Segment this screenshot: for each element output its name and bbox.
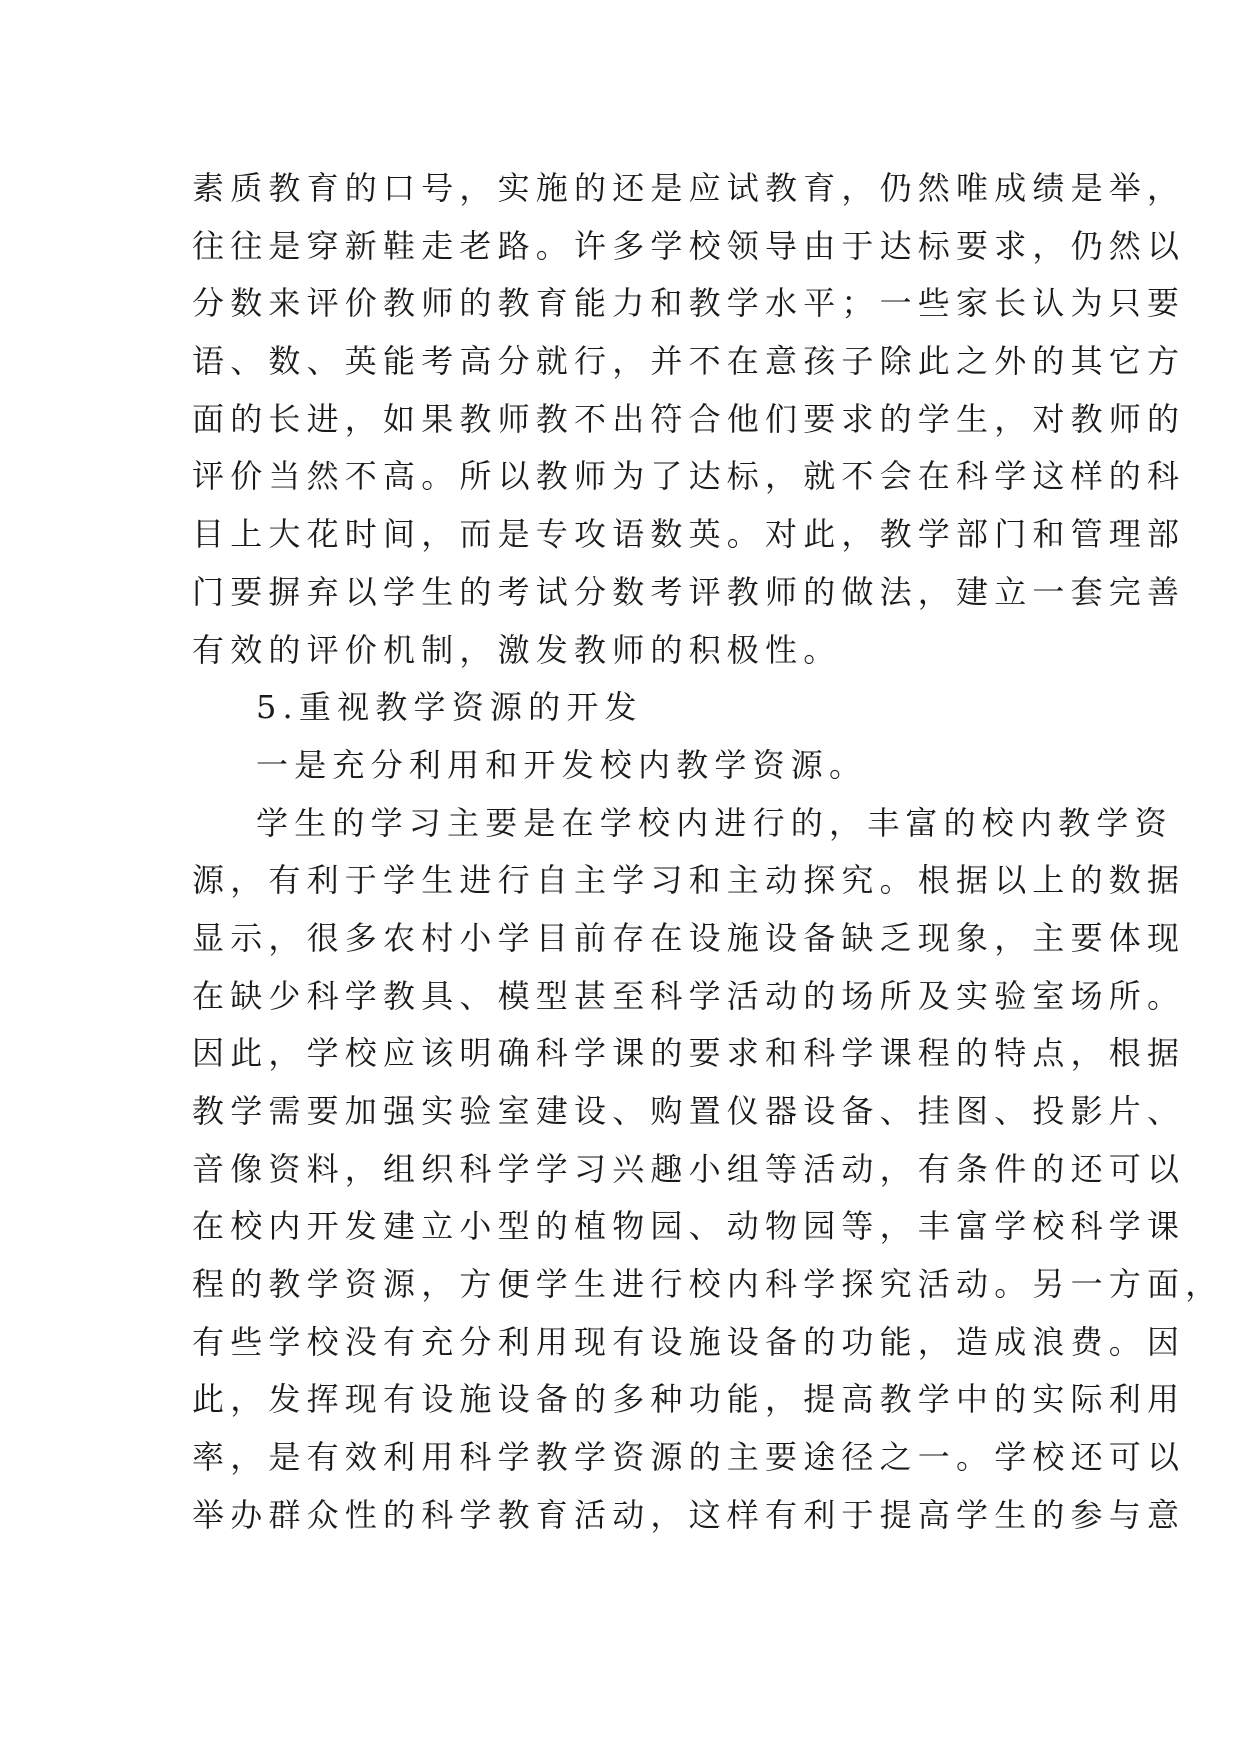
text-line: 在校内开发建立小型的植物园、动物园等，丰富学校科学课	[192, 1207, 1186, 1246]
text-line: 素质教育的口号，实施的还是应试教育，仍然唯成绩是举，	[192, 169, 1186, 207]
text-line: 因此，学校应该明确科学课的要求和科学课程的特点，根据	[192, 1034, 1186, 1073]
text-line: 教学需要加强实验室建设、购置仪器设备、挂图、投影片、	[192, 1092, 1186, 1130]
text-line: 此，发挥现有设施设备的多种功能，提高教学中的实际利用	[192, 1380, 1186, 1419]
text-line: 评价当然不高。所以教师为了达标，就不会在科学这样的科	[192, 457, 1186, 496]
text-line: 音像资料，组织科学学习兴趣小组等活动，有条件的还可以	[192, 1149, 1186, 1188]
body-text	[192, 160, 1224, 1545]
text-line: 程的教学资源，方便学生进行校内科学探究活动。另一方面，	[192, 1265, 1224, 1304]
text-line: 往往是穿新鞋走老路。许多学校领导由于达标要求，仍然以	[192, 226, 1186, 265]
text-line: 目上大花时间，而是专攻语数英。对此，教学部门和管理部	[192, 515, 1186, 554]
text-line: 有些学校没有充分利用现有设施设备的功能，造成浪费。因	[192, 1322, 1186, 1361]
text-line: 率，是有效利用科学教学资源的主要途径之一。学校还可以	[192, 1438, 1186, 1477]
section-heading: 5.重视教学资源的开发	[256, 688, 643, 727]
text-line: 分数来评价教师的教育能力和教学水平；一些家长认为只要	[192, 284, 1186, 323]
text-line: 有效的评价机制，激发教师的积极性。	[192, 630, 842, 669]
subsection-heading: 一是充分利用和开发校内教学资源。	[256, 745, 868, 784]
text-line: 显示，很多农村小学目前存在设施设备缺乏现象，主要体现	[192, 918, 1186, 957]
text-line: 源，有利于学生进行自主学习和主动探究。根据以上的数据	[192, 861, 1186, 900]
text-line: 举办群众性的科学教育活动，这样有利于提高学生的参与意	[192, 1495, 1186, 1534]
text-line: 门要摒弃以学生的考试分数考评教师的做法，建立一套完善	[192, 572, 1186, 611]
text-line: 面的长进，如果教师教不出符合他们要求的学生，对教师的	[192, 399, 1186, 438]
paragraph-first-line: 学生的学习主要是在学校内进行的，丰富的校内教学资	[256, 803, 1173, 842]
text-line: 语、数、英能考高分就行，并不在意孩子除此之外的其它方	[192, 342, 1186, 381]
text-line: 在缺少科学教具、模型甚至科学活动的场所及实验室场所。	[192, 976, 1186, 1015]
